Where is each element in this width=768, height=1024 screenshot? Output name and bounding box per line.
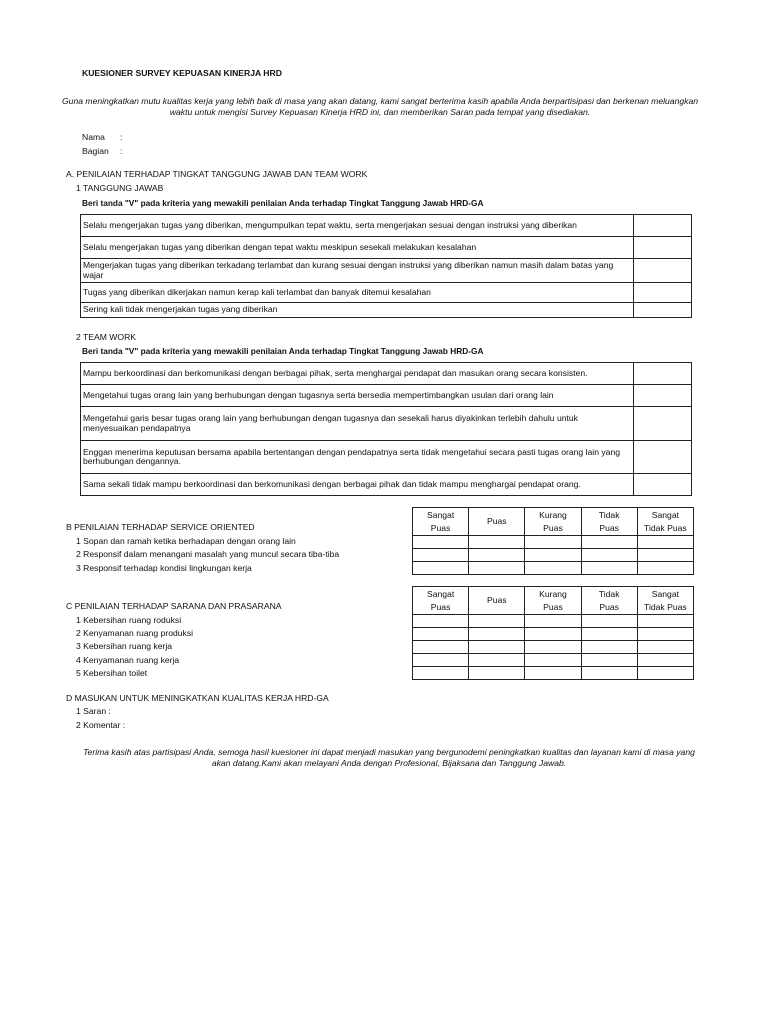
checkbox-cell[interactable] [634,259,692,283]
section-c-item: 5 Kebersihan toilet [76,668,148,678]
section-b-item: 2 Responsif dalam menangani masalah yang muncul secara tiba-tiba [76,549,340,559]
section-c-item: 2 Kenyamanan ruang produksi [76,628,194,638]
rating-cell[interactable] [413,628,469,641]
responsibility-criteria-table [80,214,692,318]
criterion-text: Sering kali tidak mengerjakan tugas yang diberikan [81,303,634,318]
rating-cell[interactable] [413,615,469,628]
rating-cell[interactable] [525,536,581,549]
rating-cell[interactable] [581,562,637,575]
komentar-label: 2 Komentar : [76,720,126,730]
rating-cell[interactable] [525,667,581,680]
rating-cell[interactable] [525,549,581,562]
rating-header: Puas [469,508,525,536]
saran-label: 1 Saran : [76,706,111,716]
rating-cell[interactable] [637,641,693,654]
table-row [413,654,694,667]
field-nama-sep: : [120,132,123,142]
rating-cell[interactable] [413,562,469,575]
rating-header-row [413,587,694,615]
rating-header: Tidak Puas [581,508,637,536]
table-row [413,641,694,654]
criterion-text: Mengetahui tugas orang lain yang berhubungan dengan tugasnya serta bersedia mempertimbangkan usulan dari orang lain [81,385,634,407]
checkbox-cell[interactable] [634,407,692,441]
rating-cell[interactable] [469,536,525,549]
checkbox-cell[interactable] [634,283,692,303]
rating-cell[interactable] [413,641,469,654]
teamwork-criteria-table [80,362,692,496]
section-c-item: 3 Kebersihan ruang kerja [76,641,173,651]
table-row [81,283,692,303]
rating-cell[interactable] [581,615,637,628]
intro-paragraph: Guna meningkatkan mutu kualitas kerja yang lebih baik di masa yang akan datang, kami sangat berterima kasih apabila Anda berpartisipasi dan berkenan meluangkan waktu untuk mengisi Survey Kepuasan Kinerja HRD ini, dan memberikan Saran pada tempat yang disediakan. [62,96,699,117]
table-row [413,549,694,562]
rating-cell[interactable] [637,549,693,562]
table-row [81,303,692,318]
criterion-text: Mampu berkoordinasi dan berkomunikasi dengan berbagai pihak, serta menghargai pendapat dan masukan orang secara konsisten. [81,363,634,385]
rating-cell[interactable] [469,628,525,641]
rating-cell[interactable] [469,641,525,654]
rating-header: Sangat Tidak Puas [637,508,693,536]
field-bagian-sep: : [120,146,123,156]
rating-header: Sangat Tidak Puas [637,587,693,615]
rating-cell[interactable] [581,549,637,562]
section-a2-instruction: Beri tanda "V" pada kriteria yang mewakili penilaian Anda terhadap Tingkat Tanggung Jawab HRD-GA [82,346,484,356]
rating-cell[interactable] [413,549,469,562]
rating-cell[interactable] [581,628,637,641]
rating-cell[interactable] [637,536,693,549]
section-a2-title: 2 TEAM WORK [76,332,137,342]
checkbox-cell[interactable] [634,237,692,259]
rating-cell[interactable] [469,562,525,575]
criterion-text: Sama sekali tidak mampu berkoordinasi dan berkomunikasi dengan berbagai pihak dan tidak mampu menghargai pendapat orang. [81,474,634,496]
checkbox-cell[interactable] [634,363,692,385]
table-row [413,562,694,575]
rating-cell[interactable] [413,654,469,667]
section-c-heading: C PENILAIAN TERHADAP SARANA DAN PRASARANA [66,601,282,611]
rating-cell[interactable] [469,549,525,562]
criterion-text: Mengetahui garis besar tugas orang lain yang berhubungan dengan tugasnya dan sesekali harus diyakinkan terlebih dahulu untuk menyesuaikan pendapatnya [81,407,634,441]
rating-cell[interactable] [637,628,693,641]
table-row [81,215,692,237]
table-row [413,536,694,549]
table-row [413,628,694,641]
closing-paragraph: Terima kasih atas partisipasi Anda, semoga hasil kuesioner ini dapat menjadi masukan yang bergunodemi peningkatkan kualitas dan layanan kami di masa yang akan datang.Kami akan melayani Anda dengan Profesional, Bijaksana dan Tanggung Jawab. [83,747,695,768]
rating-cell[interactable] [413,667,469,680]
rating-cell[interactable] [581,667,637,680]
table-row [81,441,692,474]
rating-cell[interactable] [413,536,469,549]
rating-cell[interactable] [525,654,581,667]
rating-cell[interactable] [525,628,581,641]
section-c-item: 1 Kebersihan ruang roduksi [76,615,182,625]
facility-rating-table [412,586,694,680]
rating-cell[interactable] [581,654,637,667]
criterion-text: Tugas yang diberikan dikerjakan namun kerap kali terlambat dan banyak ditemui kesalahan [81,283,634,303]
criterion-text: Selalu mengerjakan tugas yang diberikan, mengumpulkan tepat waktu, serta mengerjakan sesuai dengan instruksi yang diberikan [81,215,634,237]
table-row [413,667,694,680]
rating-cell[interactable] [637,654,693,667]
section-b-item: 3 Responsif terhadap kondisi lingkungan kerja [76,563,252,573]
rating-cell[interactable] [637,615,693,628]
rating-header-row [413,508,694,536]
table-row [413,615,694,628]
rating-cell[interactable] [469,667,525,680]
field-nama-label: Nama [82,132,105,142]
checkbox-cell[interactable] [634,385,692,407]
table-row [81,474,692,496]
document-title: KUESIONER SURVEY KEPUASAN KINERJA HRD [82,68,282,78]
rating-header: Kurang Puas [525,587,581,615]
criterion-text: Enggan menerima keputusan bersama apabila bertentangan dengan pendapatnya serta tidak mengetahui secara pasti tugas orang lain yang berhubungan dengannya. [81,441,634,474]
table-row [81,237,692,259]
rating-cell[interactable] [637,667,693,680]
section-d-heading: D MASUKAN UNTUK MENINGKATKAN KUALITAS KERJA HRD-GA [66,693,329,703]
rating-header: Kurang Puas [525,508,581,536]
rating-header: Sangat Puas [413,587,469,615]
section-b-heading: B PENILAIAN TERHADAP SERVICE ORIENTED [66,522,255,532]
rating-cell[interactable] [637,562,693,575]
rating-cell[interactable] [525,641,581,654]
rating-header: Sangat Puas [413,508,469,536]
rating-header: Tidak Puas [581,587,637,615]
section-b-item: 1 Sopan dan ramah ketika berhadapan dengan orang lain [76,536,296,546]
table-row [81,407,692,441]
rating-cell[interactable] [469,654,525,667]
rating-header: Puas [469,587,525,615]
checkbox-cell[interactable] [634,441,692,474]
service-rating-table [412,507,694,575]
rating-cell[interactable] [581,536,637,549]
field-bagian-label: Bagian [82,146,109,156]
section-a1-title: 1 TANGGUNG JAWAB [76,183,164,193]
section-a-heading: A. PENILAIAN TERHADAP TINGKAT TANGGUNG JAWAB DAN TEAM WORK [66,169,368,179]
table-row [81,385,692,407]
criterion-text: Selalu mengerjakan tugas yang diberikan dengan tepat waktu meskipun sesekali melakukan kesalahan [81,237,634,259]
rating-cell[interactable] [525,615,581,628]
criterion-text: Mengerjakan tugas yang diberikan terkadang terlambat dan kurang sesuai dengan instruksi yang diberikan namun masih dalam batas yang wajar [81,259,634,283]
checkbox-cell[interactable] [634,474,692,496]
rating-cell[interactable] [581,641,637,654]
checkbox-cell[interactable] [634,303,692,318]
rating-cell[interactable] [469,615,525,628]
section-c-item: 4 Kenyamanan ruang kerja [76,655,180,665]
table-row [81,363,692,385]
rating-cell[interactable] [525,562,581,575]
checkbox-cell[interactable] [634,215,692,237]
section-a1-instruction: Beri tanda "V" pada kriteria yang mewakili penilaian Anda terhadap Tingkat Tanggung Jawab HRD-GA [82,198,484,208]
table-row [81,259,692,283]
